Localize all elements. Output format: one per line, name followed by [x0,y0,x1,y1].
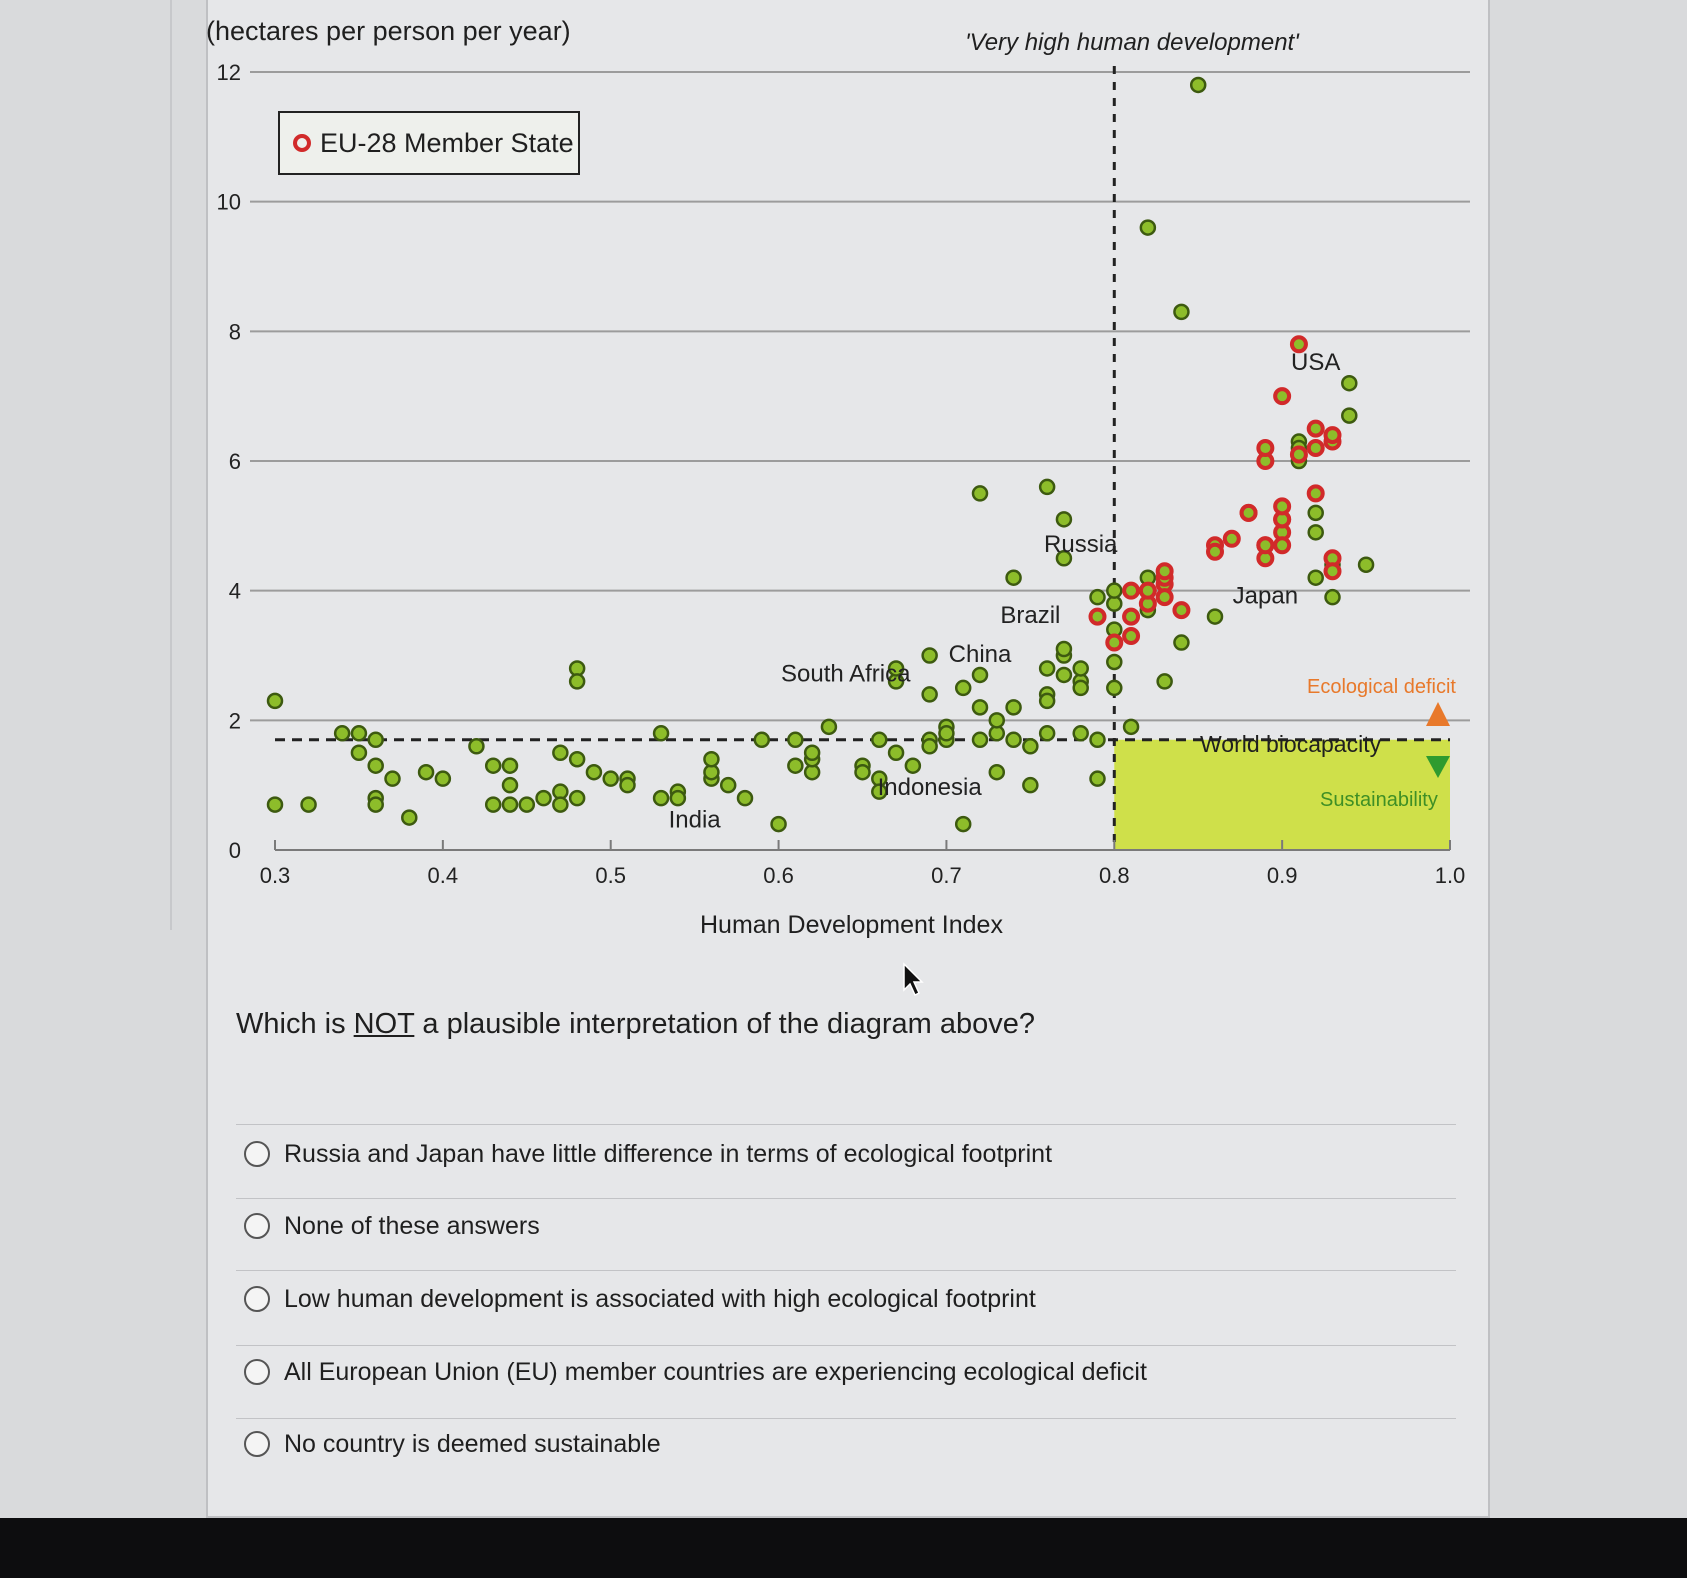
country-label: Brazil [1000,602,1061,630]
eu-data-point [1309,486,1323,500]
data-point [1007,700,1021,714]
separator [236,1418,1456,1419]
data-point [1057,668,1071,682]
data-point [654,726,668,740]
data-point [570,752,584,766]
eu-data-point [1158,590,1172,604]
data-point [352,726,366,740]
data-point [503,759,517,773]
x-tick-label: 0.5 [595,863,627,888]
answer-option-label: Russia and Japan have little difference in terms of ecological footprint [284,1139,1053,1168]
radio-button[interactable] [244,1286,270,1312]
data-point [621,778,635,792]
data-point [772,817,786,831]
ecological-deficit-label: Ecological deficit [1307,676,1456,698]
data-point [553,798,567,812]
data-point [1007,571,1021,585]
data-point [402,811,416,825]
y-tick-label: 10 [216,189,241,215]
data-point [856,765,870,779]
data-point [486,798,500,812]
eu-data-point [1292,448,1306,462]
data-point [1023,739,1037,753]
data-point [553,746,567,760]
data-point [1309,571,1323,585]
data-point [302,798,316,812]
data-point [1007,733,1021,747]
radio-button[interactable] [244,1141,270,1167]
y-axis-label: (hectares per person per year) [206,16,571,46]
y-tick-label: 12 [216,60,241,85]
data-point [1326,590,1340,604]
question-pre: Which is [236,1008,354,1040]
data-point [872,733,886,747]
country-label: Russia [1044,530,1118,558]
country-label: India [668,806,721,834]
eu-data-point [1141,584,1155,598]
answer-option-label: None of these answers [284,1211,540,1240]
separator [236,1345,1456,1346]
x-tick-label: 0.4 [427,863,459,888]
eu-data-point [1107,636,1121,650]
eu-data-point [1124,610,1138,624]
data-point [570,674,584,688]
legend [279,112,579,174]
eu-data-point [1242,506,1256,520]
data-point [973,700,987,714]
data-point [1359,558,1373,572]
data-point [1074,681,1088,695]
data-point [1091,772,1105,786]
data-point [923,649,937,663]
x-axis-label: Human Development Index [700,911,1003,939]
country-label: USA [1291,349,1341,377]
answer-option-2[interactable] [244,1204,540,1248]
eu-data-point [1309,441,1323,455]
y-tick-label: 0 [228,838,241,863]
data-point [1040,480,1054,494]
data-point [369,759,383,773]
x-tick-label: 0.9 [1266,863,1298,888]
separator [236,1198,1456,1199]
data-point [570,791,584,805]
eu-data-point [1174,603,1188,617]
data-point [1342,376,1356,390]
x-tick-label: 0.6 [763,863,794,888]
data-point [369,733,383,747]
country-label: Indonesia [877,773,982,801]
question-post: a plausible interpretation of the diagram above? [414,1008,1036,1040]
eu-data-point [1258,441,1272,455]
data-point [486,759,500,773]
eu-data-point [1124,584,1138,598]
data-point [906,759,920,773]
country-label: Japan [1232,582,1299,610]
country-label: South Africa [781,660,911,688]
data-point [1158,674,1172,688]
screen-bezel [0,1518,1687,1578]
data-point [1091,733,1105,747]
deficit-arrow-icon [1426,702,1450,726]
eu-data-point [1326,564,1340,578]
answer-option-label: Low human development is associated with high ecological footprint [284,1284,1036,1313]
data-point [520,798,534,812]
data-point [436,772,450,786]
y-tick-label: 2 [228,708,241,734]
data-point [1040,726,1054,740]
data-point [1342,409,1356,423]
separator [236,1124,1456,1125]
data-point [1208,610,1222,624]
data-point [654,791,668,805]
data-point [604,772,618,786]
data-point [990,713,1004,727]
data-point [1191,78,1205,92]
data-point [1174,305,1188,319]
question-emphasis: NOT [353,1008,415,1040]
data-point [1309,506,1323,520]
data-point [268,798,282,812]
radio-button[interactable] [244,1431,270,1457]
mouse-cursor-icon [902,962,926,998]
data-point [1040,661,1054,675]
data-point [503,778,517,792]
answer-option-label: No country is deemed sustainable [284,1429,661,1458]
answer-option-3[interactable] [244,1277,1036,1321]
data-point [419,765,433,779]
y-axis [217,60,241,863]
sustainability-label: Sustainability [1320,789,1438,811]
data-point [721,778,735,792]
data-points [268,78,1373,834]
data-point [671,791,685,805]
data-point [738,791,752,805]
data-point [822,720,836,734]
data-point [1107,655,1121,669]
y-tick-label: 8 [228,319,241,345]
data-point [788,759,802,773]
data-point [1074,661,1088,675]
eu-data-point [1275,499,1289,513]
data-point [704,752,718,766]
x-tick-label: 1.0 [1434,863,1466,888]
x-tick-label: 0.3 [259,863,291,888]
data-point [386,772,400,786]
data-point [369,798,383,812]
eu-data-point [1124,629,1138,643]
y-tick-label: 6 [228,449,241,474]
data-point [1040,694,1054,708]
data-point [956,817,970,831]
data-point [973,486,987,500]
eu-data-point [1275,538,1289,552]
data-point [1141,221,1155,235]
data-point [537,791,551,805]
data-point [1174,636,1188,650]
data-point [1091,590,1105,604]
data-point [1124,720,1138,734]
x-tick-label: 0.7 [931,863,962,888]
data-point [1107,681,1121,695]
data-point [956,681,970,695]
country-label: China [948,640,1012,668]
data-point [788,733,802,747]
data-point [469,739,483,753]
data-point [990,765,1004,779]
data-point [1057,512,1071,526]
eu-data-point [1275,389,1289,403]
data-point [335,726,349,740]
data-point [923,739,937,753]
very-high-development-label: 'Very high human development' [965,29,1299,56]
data-point [939,726,953,740]
data-point [268,694,282,708]
answer-option-label: All European Union (EU) member countries are experiencing ecological deficit [284,1357,1147,1386]
data-point [503,798,517,812]
eu-data-point [1309,422,1323,436]
data-point [587,765,601,779]
data-point [973,668,987,682]
data-point [1057,642,1071,656]
eu-data-point [1326,428,1340,442]
eu-data-point [1258,538,1272,552]
answer-option-1[interactable] [244,1132,1052,1176]
data-point [889,746,903,760]
radio-button[interactable] [244,1359,270,1385]
data-point [923,687,937,701]
answer-option-4[interactable] [244,1350,1147,1394]
data-point [1309,525,1323,539]
eu-data-point [1091,610,1105,624]
legend-label: EU-28 Member State [320,128,574,158]
answer-option-5[interactable] [244,1422,661,1466]
eu-data-point [1158,564,1172,578]
data-point [1023,778,1037,792]
y-tick-label: 4 [228,578,241,604]
data-point [1107,584,1121,598]
data-point [352,746,366,760]
question-text [236,1008,1035,1041]
data-point [755,733,769,747]
data-point [973,733,987,747]
separator [236,1270,1456,1271]
data-point [805,746,819,760]
radio-button[interactable] [244,1213,270,1239]
x-tick-label: 0.8 [1098,863,1130,888]
world-biocapacity-label: World biocapacity [1200,731,1382,757]
eu-data-point [1208,545,1222,559]
eu-data-point [1225,532,1239,546]
data-point [1074,726,1088,740]
